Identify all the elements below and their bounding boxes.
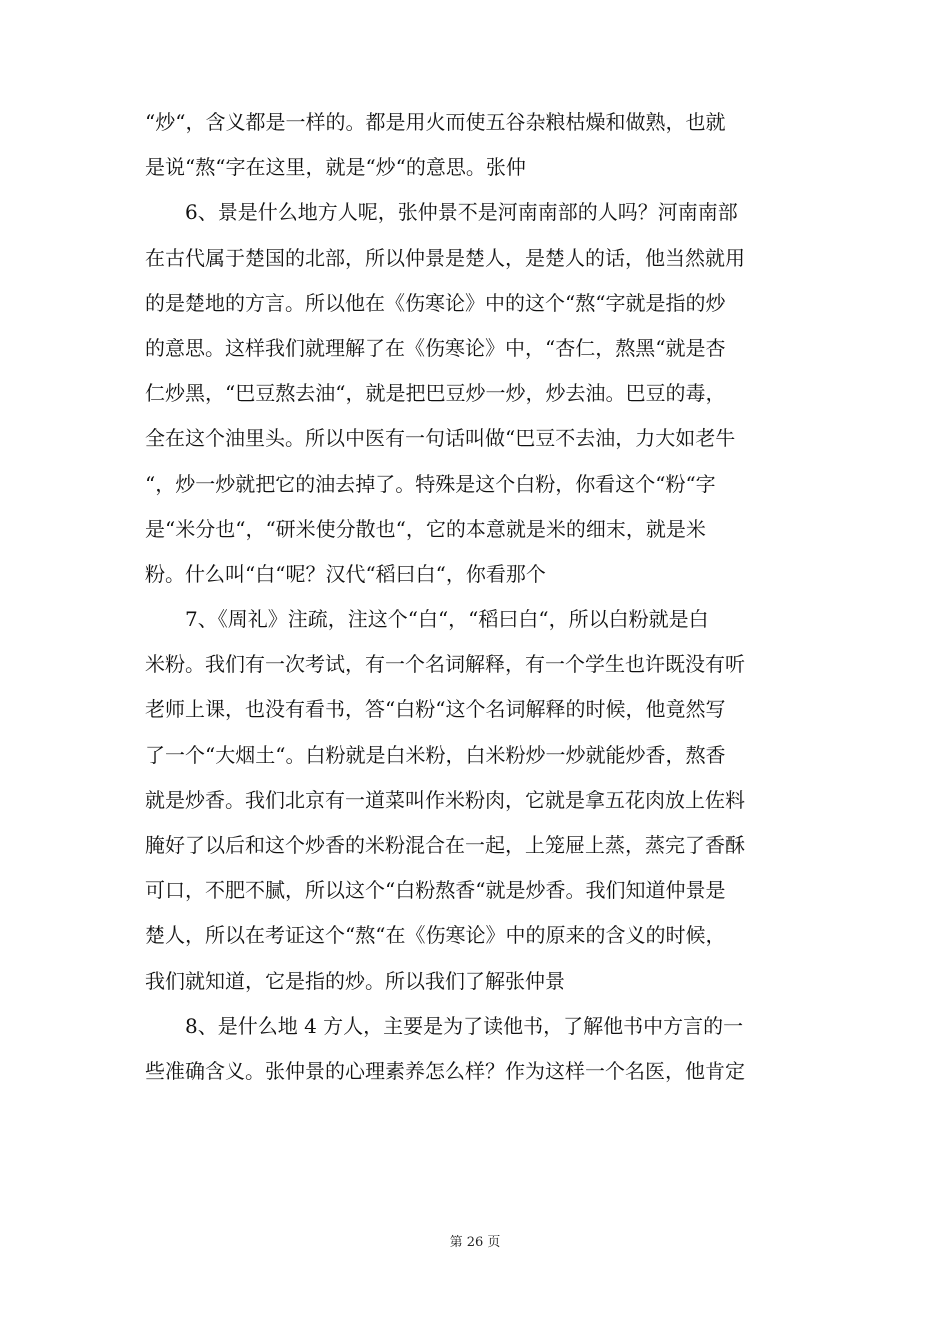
- text-line: 些准确含义。张仲景的心理素养怎么样？作为这样一个名医，他肯定: [145, 1058, 745, 1083]
- text-line: 米粉。我们有一次考试，有一个名词解释，有一个学生也许既没有听: [145, 652, 745, 677]
- text-line: 在古代属于楚国的北部，所以仲景是楚人，是楚人的话，他当然就用: [145, 245, 745, 270]
- text-line: 全在这个油里头。所以中医有一句话叫做“巴豆不去油，力大如老牛: [145, 426, 736, 451]
- text-line: “炒“，含义都是一样的。都是用火而使五谷杂粮枯燥和做熟，也就: [145, 110, 726, 134]
- text-line: 粉。什么叫“白“呢？汉代“稻曰白“，你看那个: [145, 561, 546, 586]
- paragraph-start-line: 6、景是什么地方人呢，张仲景不是河南南部的人吗？河南南部: [185, 200, 738, 225]
- text-line: 腌好了以后和这个炒香的米粉混合在一起，上笼屉上蒸，蒸完了香酥: [145, 833, 745, 857]
- text-line: 楚人，所以在考证这个“熬“在《伤寒论》中的原来的含义的时候，: [145, 923, 726, 948]
- document-body: [145, 100, 817, 1094]
- text-line: 就是炒香。我们北京有一道菜叫作米粉肉，它就是拿五花肉放上佐料: [145, 787, 745, 812]
- text-line: 的是楚地的方言。所以他在《伤寒论》中的这个“熬“字就是指的炒: [145, 290, 726, 315]
- text-line: “，炒一炒就把它的油去掉了。特殊是这个白粉，你看这个“粉“字: [145, 471, 716, 496]
- text-line: 了一个“大烟土“。白粉就是白米粉，白米粉炒一炒就能炒香，熬香: [145, 742, 726, 767]
- text-line: 是“米分也“，“研米使分散也“，它的本意就是米的细末，就是米: [145, 516, 706, 541]
- text-line: 我们就知道，它是指的炒。所以我们了解张仲景: [145, 968, 565, 993]
- text-line: 的意思。这样我们就理解了在《伤寒论》中，“杏仁，熬黑“就是杏: [145, 335, 726, 360]
- text-line: 可口，不肥不腻，所以这个“白粉熬香“就是炒香。我们知道仲景是: [145, 878, 726, 903]
- page-number-footer: 第 26 页: [449, 1235, 501, 1250]
- text-line: 是说“熬“字在这里，就是“炒“的意思。张仲: [145, 155, 526, 180]
- paragraph-start-line: 7、《周礼》注疏，注这个“白“，“稻曰白“，所以白粉就是白: [185, 607, 709, 632]
- paragraph-start-line: 8、是什么地 4 方人，主要是为了读他书，了解他书中方言的一: [185, 1013, 744, 1038]
- text-line: 仁炒黑，“巴豆熬去油“，就是把巴豆炒一炒，炒去油。巴豆的毒，: [145, 381, 726, 406]
- text-line: 老师上课，也没有看书，答“白粉“这个名词解释的时候，他竟然写: [145, 697, 726, 722]
